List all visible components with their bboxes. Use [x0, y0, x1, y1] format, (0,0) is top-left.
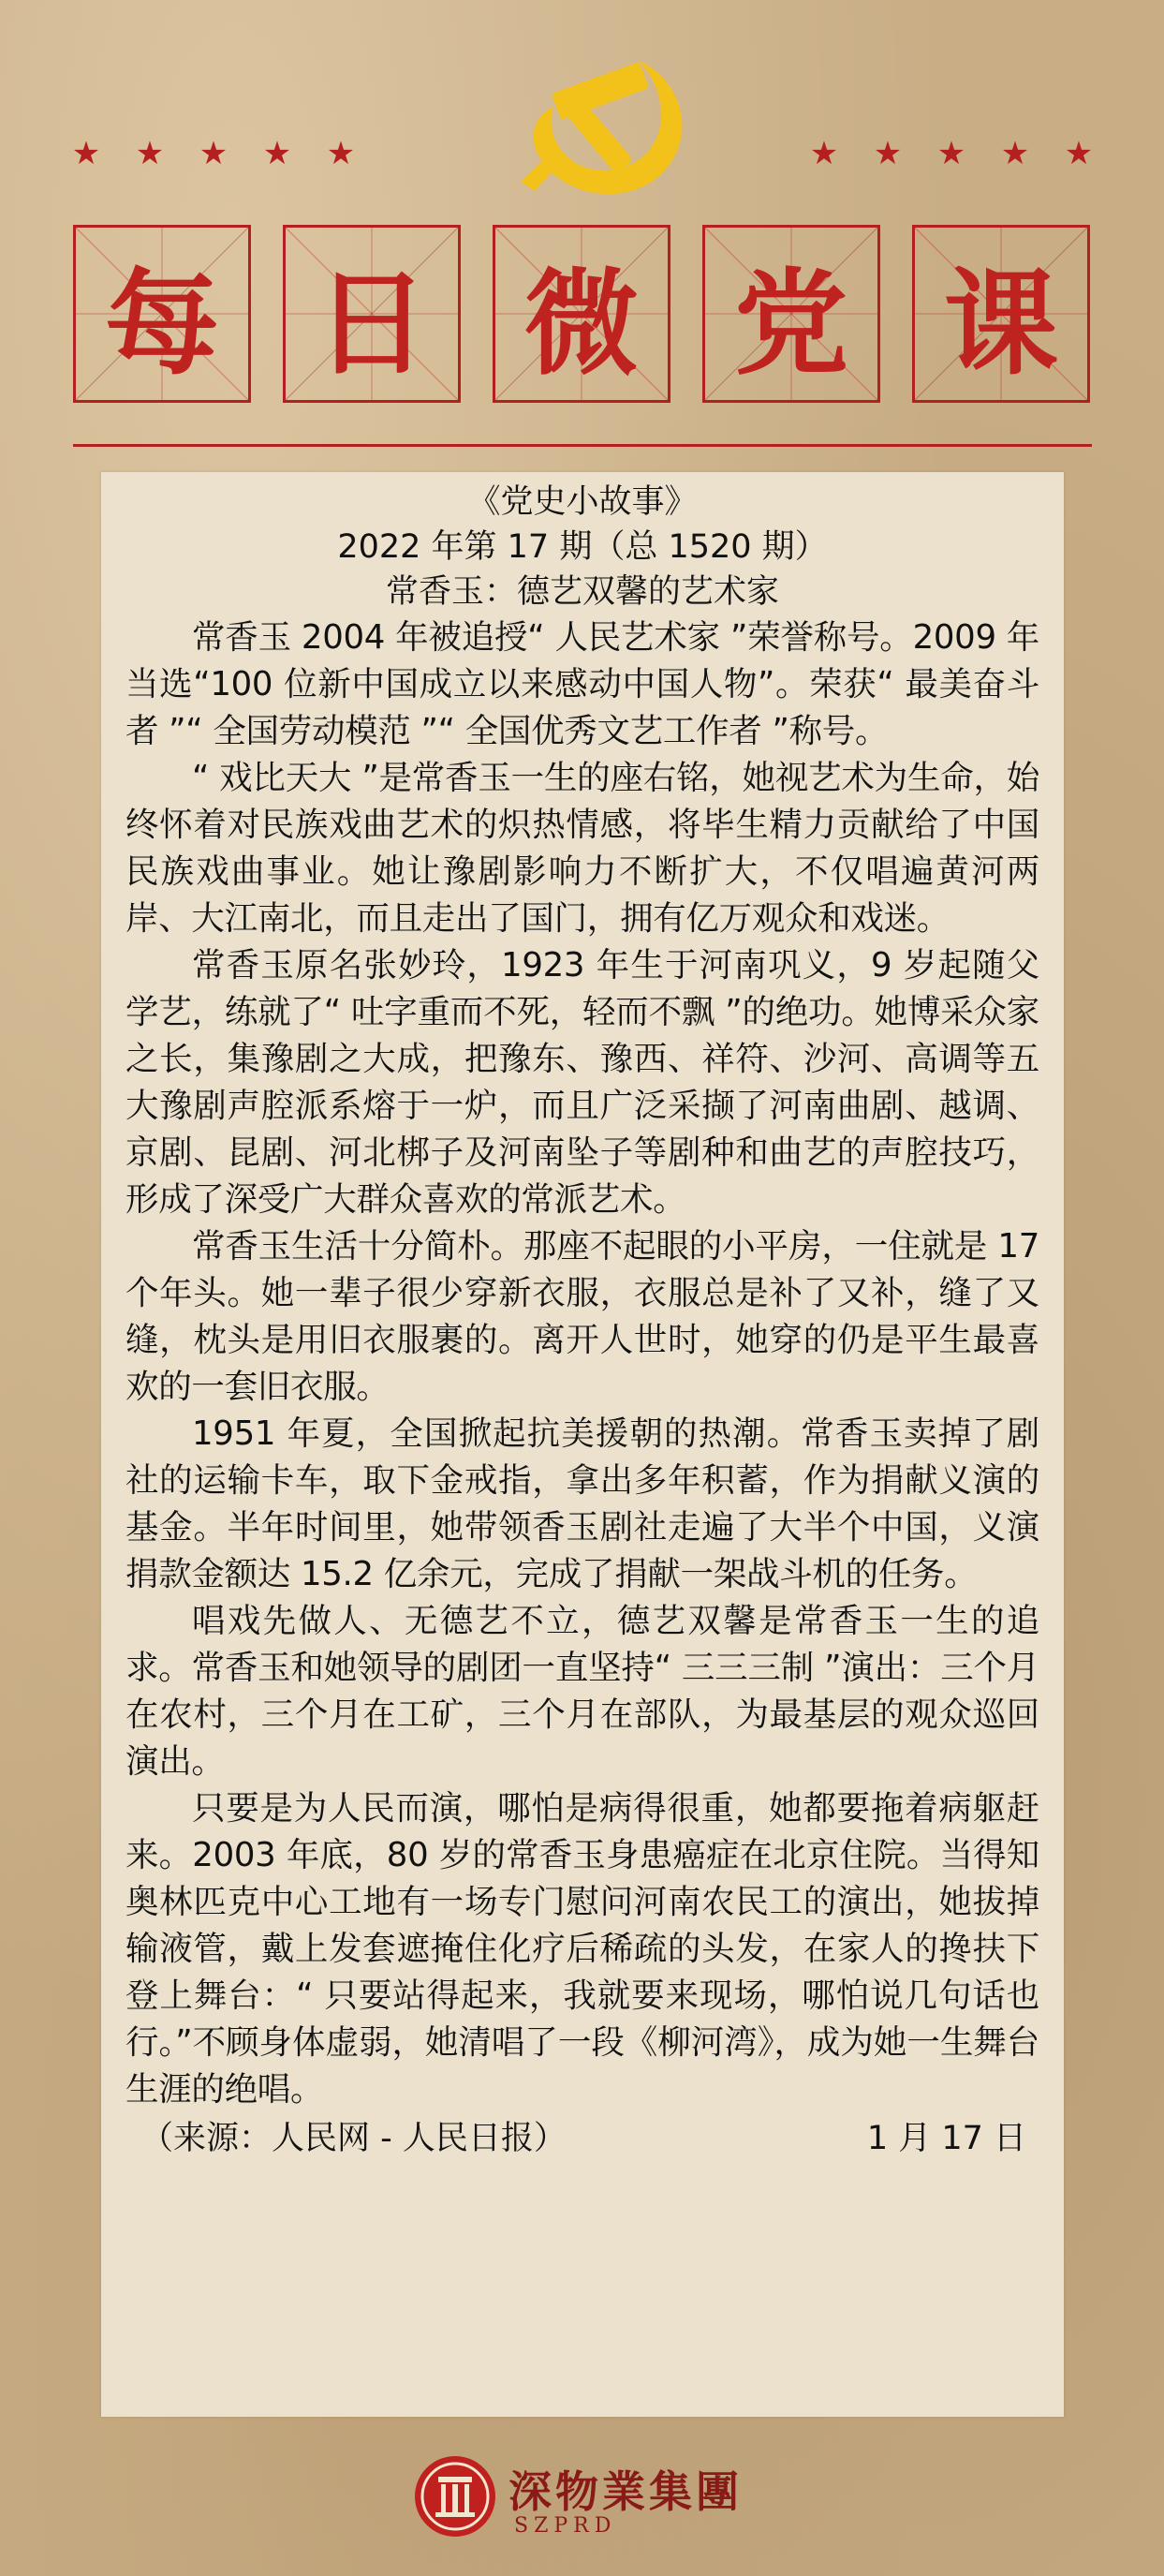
star-icon: ★: [199, 135, 228, 172]
article-paragraph: 常香玉生活十分简朴。那座不起眼的小平房，一住就是 17 个年头。她一辈子很少穿新衣服，衣服总是补了又补，缝了又缝，枕头是用旧衣服裹的。离开人世时，她穿的仍是平生最喜欢的一套旧衣服。: [125, 1227, 1039, 1406]
company-logo: [413, 2454, 750, 2548]
divider: [73, 444, 1092, 447]
title-char: 党: [734, 255, 848, 391]
article-paragraph: 只要是为人民而演，哪怕是病得很重，她都要拖着病躯赶来。2003 年底，80 岁的常香玉身患癌症在北京住院。当得知奥林匹克中心工地有一场专门慰问河南农民工的演出，她拔掉输液管，戴上发套遮掩住化疗后稀疏的头发，在家人的搀扶下登上舞台：“ 只要站得起来，我就要来现场，哪怕说几句话也行。”不顾身体虚弱，她清唱了一段《柳河湾》，成为她一生舞台生涯的绝唱。: [125, 1789, 1039, 2109]
source-text: （来源：人民网 - 人民日报）: [140, 2120, 567, 2157]
article-panel: [101, 472, 1064, 2417]
title-char-box: [493, 225, 670, 403]
title-char-box: [912, 225, 1090, 403]
article-paragraph: 1951 年夏，全国掀起抗美援朝的热潮。常香玉卖掉了剧社的运输卡车，取下金戒指，拿出多年积蓄，作为捐献义演的基金。半年时间里，她带领香玉剧社走遍了大半个中国，义演捐款金额达 15.2 亿余元，完成了捐献一架战斗机的任务。: [125, 1414, 1039, 1593]
title-char: 每: [105, 255, 219, 391]
star-icon: ★: [135, 135, 165, 172]
title-char-box: [283, 225, 461, 403]
star-icon: ★: [809, 135, 839, 172]
issue-number: 2022 年第 17 期（总 1520 期）: [337, 528, 828, 566]
title-char-box: [73, 225, 251, 403]
article-headline: 常香玉：德艺双馨的艺术家: [385, 573, 779, 611]
source-line: [125, 2115, 1039, 2162]
title-char: 日: [315, 255, 429, 391]
title-char-box: [702, 225, 880, 403]
date-text: 1 月 17 日: [866, 2120, 1026, 2157]
page-title: [73, 225, 1092, 407]
star-icon: ★: [326, 135, 356, 172]
logo-subtitle: SZPRD: [514, 2514, 617, 2538]
star-icon: ★: [262, 135, 292, 172]
hammer-and-sickle-icon: [497, 41, 703, 205]
series-title: 《党史小故事》: [467, 483, 698, 521]
star-icon: ★: [936, 135, 966, 172]
article-paragraph: “ 戏比天大 ”是常香玉一生的座右铭，她视艺术为生命，始终怀着对民族戏曲艺术的炽热情感，将毕生精力贡献给了中国民族戏曲事业。她让豫剧影响力不断扩大，不仅唱遍黄河两岸、大江南北，而且走出了国门，拥有亿万观众和戏迷。: [125, 759, 1039, 938]
logo-name: 深物業集團: [508, 2466, 743, 2517]
title-char: 微: [524, 255, 639, 391]
article-paragraph: 常香玉 2004 年被追授“ 人民艺术家 ”荣誉称号。2009 年当选“100 位新中国成立以来感动中国人物”。荣获“ 最美奋斗者 ”“ 全国劳动模范 ”“ 全国优秀文艺工作者 ”称号。: [125, 618, 1039, 750]
star-icon: ★: [1064, 135, 1094, 172]
article-paragraph: 常香玉原名张妙玲，1923 年生于河南巩义，9 岁起随父学艺，练就了“ 吐字重而不死，轻而不飘 ”的绝功。她博采众家之长，集豫剧之大成，把豫东、豫西、祥符、沙河、高调等五大豫剧声腔派系熔于一炉，而且广泛采撷了河南曲剧、越调、京剧、昆剧、河北梆子及河南坠子等剧种和曲艺的声腔技巧，形成了深受广大群众喜欢的常派艺术。: [125, 946, 1039, 1219]
star-icon: ★: [71, 135, 101, 172]
star-icon: ★: [873, 135, 903, 172]
star-icon: ★: [1000, 135, 1030, 172]
title-char: 课: [944, 255, 1058, 391]
szprd-logo-icon: [413, 2454, 497, 2539]
article-paragraph: 唱戏先做人、无德艺不立，德艺双馨是常香玉一生的追求。常香玉和她领导的剧团一直坚持“ 三三三制 ”演出：三个月在农村，三个月在工矿，三个月在部队，为最基层的观众巡回演出。: [125, 1602, 1039, 1781]
